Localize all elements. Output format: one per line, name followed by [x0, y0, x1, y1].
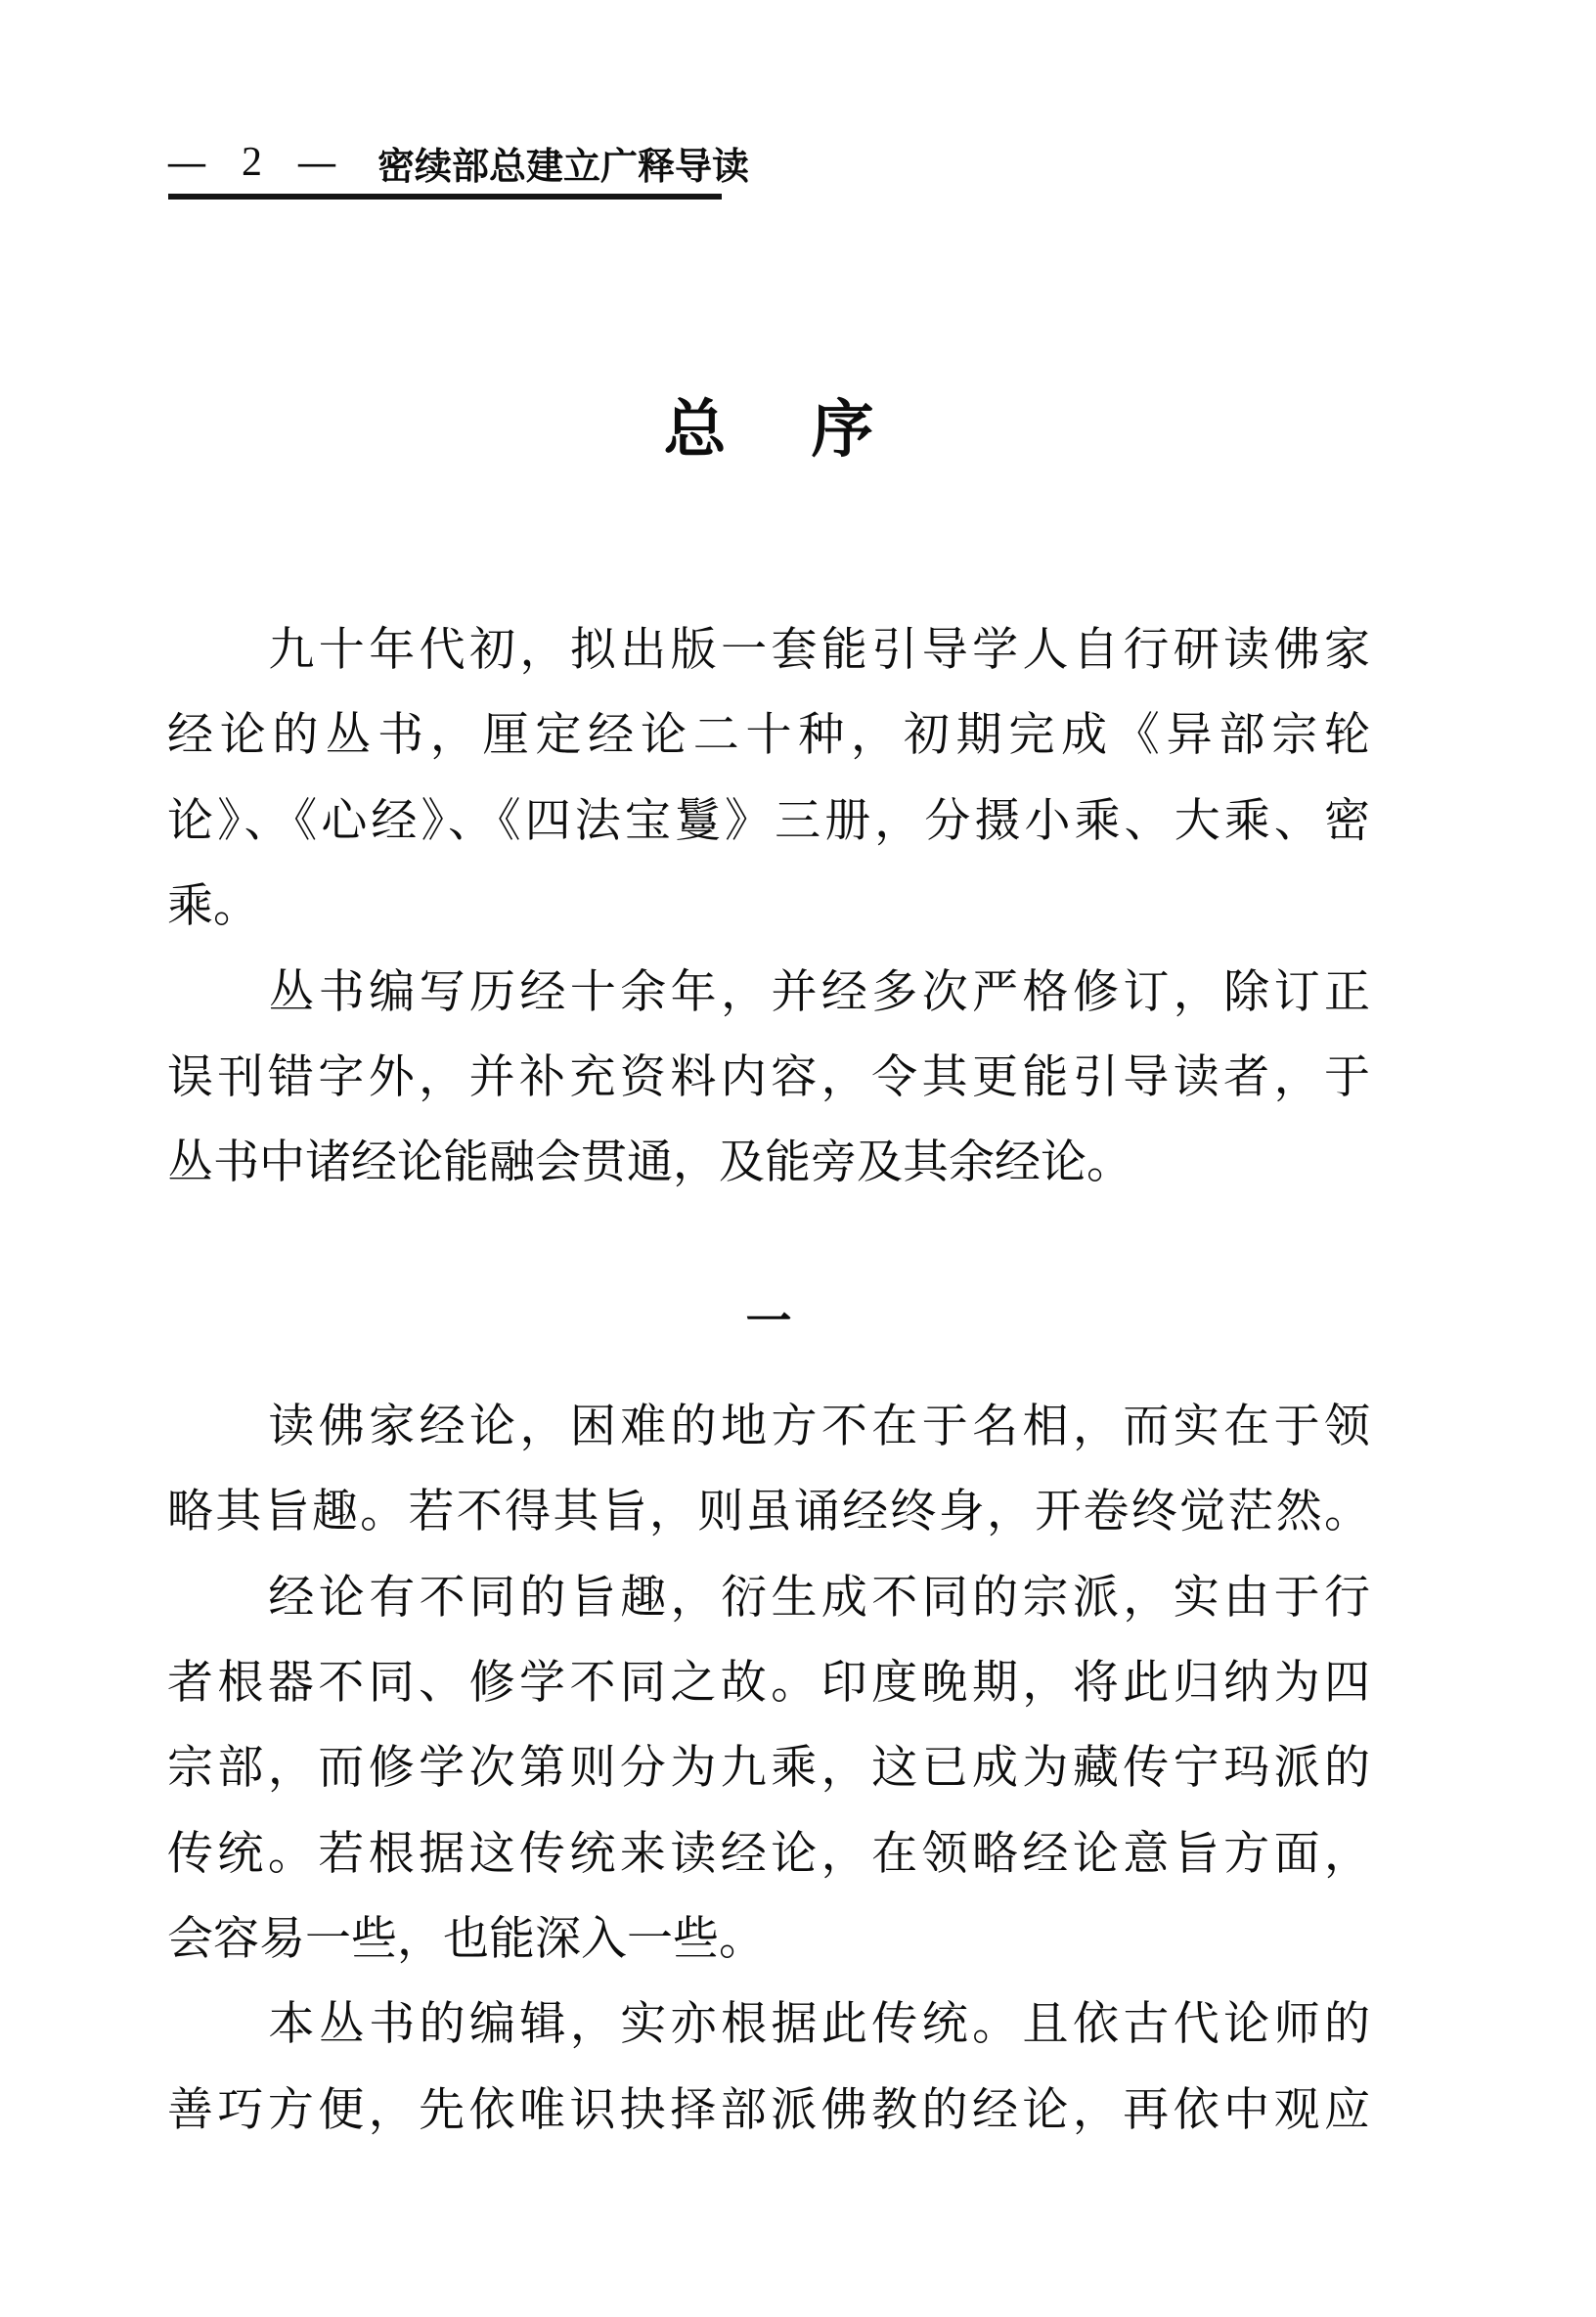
page-number: 2 [242, 140, 263, 185]
body-line: 略其旨趣。若不得其旨，则虽诵经终身，开卷终觉茫然。 [167, 1487, 1370, 1538]
body-line: 读佛家经论，困难的地方不在于名相，而实在于领 [268, 1401, 1370, 1452]
body-line: 丛书中诸经论能融会贯通，及能旁及其余经论。 [167, 1137, 1132, 1189]
body-line: 乘。 [167, 881, 259, 933]
running-header [168, 137, 749, 188]
body-line: 论》、《心经》、《四法宝鬘》三册，分摄小乘、大乘、密 [167, 795, 1370, 847]
header-dash-right: — [298, 142, 336, 183]
section-marker: 一 [745, 1296, 792, 1348]
body-line: 者根器不同、修学不同之故。印度晚期，将此归纳为四 [167, 1657, 1370, 1709]
body-line: 宗部，而修学次第则分为九乘，这已成为藏传宁玛派的 [167, 1743, 1370, 1795]
body-text [167, 608, 1370, 2154]
body-line: 经论有不同的旨趣，衍生成不同的宗派，实由于行 [268, 1572, 1370, 1624]
running-header-book-title: 密续部总建立广释导读 [377, 146, 750, 188]
body-line: 九十年代初，拟出版一套能引导学人自行研读佛家 [268, 625, 1370, 676]
body-line: 丛书编写历经十余年，并经多次严格修订，除订正 [268, 966, 1370, 1018]
body-line: 本丛书的编辑，实亦根据此传统。且依古代论师的 [268, 1999, 1370, 2051]
body-line: 误刊错字外，并补充资料内容，令其更能引导读者，于 [167, 1051, 1370, 1103]
header-dash-left: — [168, 142, 206, 183]
body-line: 经论的丛书，厘定经论二十种，初期完成《异部宗轮 [167, 710, 1370, 762]
chapter-title: 总 序 [663, 395, 886, 465]
body-line: 会容易一些，也能深入一些。 [167, 1914, 765, 1966]
header-rule [168, 194, 722, 200]
body-line: 善巧方便，先依唯识抉择部派佛教的经论，再依中观应 [167, 2084, 1370, 2136]
body-line: 传统。若根据这传统来读经论，在领略经论意旨方面， [167, 1828, 1370, 1880]
